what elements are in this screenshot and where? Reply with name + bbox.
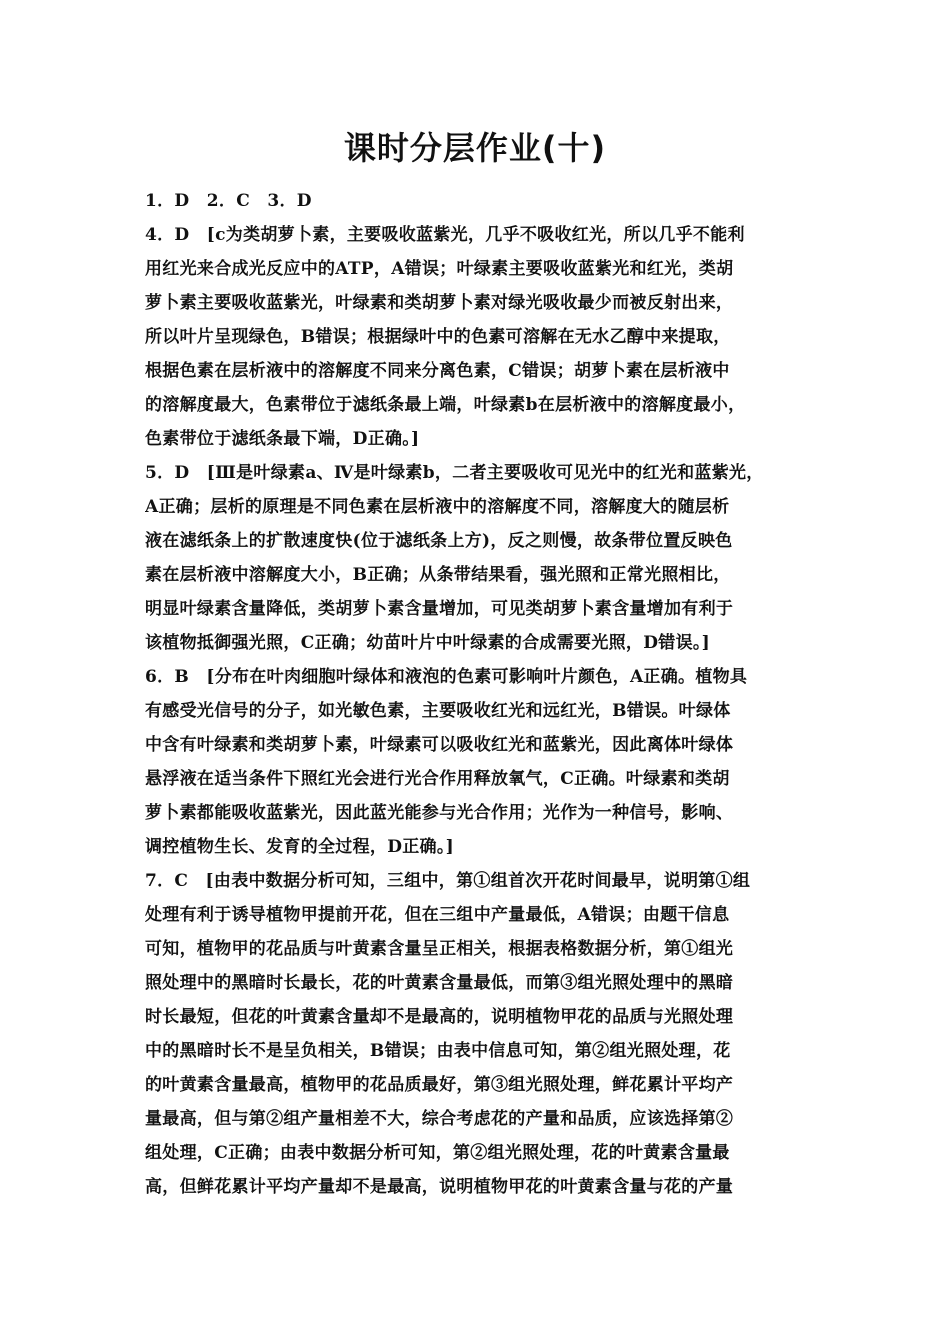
text-line: 5．D [Ⅲ是叶绿素a、Ⅳ是叶绿素b，二者主要吸收可见光中的红光和蓝紫光， bbox=[145, 463, 764, 483]
text-line: 时长最短，但花的叶黄素含量却不是最高的，说明植物甲花的品质与光照处理 bbox=[145, 1007, 734, 1027]
text-line: 照处理中的黑暗时长最长，花的叶黄素含量最低，而第③组光照处理中的黑暗 bbox=[145, 973, 734, 993]
text-line: 根据色素在层析液中的溶解度不同来分离色素，C错误；胡萝卜素在层析液中 bbox=[145, 361, 730, 381]
text-line: 萝卜素主要吸收蓝紫光，叶绿素和类胡萝卜素对绿光吸收最少而被反射出来， bbox=[145, 293, 734, 313]
text-line: 7．C [由表中数据分析可知，三组中，第①组首次开花时间最早，说明第①组 bbox=[145, 871, 751, 891]
text-line: 量最高，但与第②组产量相差不大，综合考虑花的产量和品质，应该选择第② bbox=[145, 1109, 734, 1129]
text-line: 明显叶绿素含量降低，类胡萝卜素含量增加，可见类胡萝卜素含量增加有利于 bbox=[145, 599, 734, 619]
text-line: 的溶解度最大，色素带位于滤纸条最上端，叶绿素b在层析液中的溶解度最小， bbox=[145, 395, 746, 415]
text-line: 中含有叶绿素和类胡萝卜素，叶绿素可以吸收红光和蓝紫光，因此离体叶绿体 bbox=[145, 735, 734, 755]
page-title: 课时分层作业(十) bbox=[343, 129, 607, 167]
text-line: 悬浮液在适当条件下照红光会进行光合作用释放氧气，C正确。叶绿素和类胡 bbox=[145, 769, 730, 789]
text-line: 的叶黄素含量最高，植物甲的花品质最好，第③组光照处理，鲜花累计平均产 bbox=[145, 1075, 734, 1095]
text-line: 有感受光信号的分子，如光敏色素，主要吸收红光和远红光，B错误。叶绿体 bbox=[145, 701, 731, 721]
text-line: 可知，植物甲的花品质与叶黄素含量呈正相关，根据表格数据分析，第①组光 bbox=[145, 939, 734, 959]
text-line: 处理有利于诱导植物甲提前开花，但在三组中产量最低，A错误；由题干信息 bbox=[145, 905, 730, 925]
text-line: 调控植物生长、发育的全过程，D正确。] bbox=[145, 837, 454, 857]
text-line: 素在层析液中溶解度大小，B正确；从条带结果看，强光照和正常光照相比， bbox=[145, 565, 731, 585]
text-line: 1．D 2．C 3．D bbox=[145, 191, 312, 211]
text-line: 组处理，C正确；由表中数据分析可知，第②组光照处理，花的叶黄素含量最 bbox=[145, 1143, 730, 1163]
text-line: 液在滤纸条上的扩散速度快(位于滤纸条上方)，反之则慢，故条带位置反映色 bbox=[145, 531, 733, 551]
text-line: 中的黑暗时长不是呈负相关，B错误；由表中信息可知，第②组光照处理，花 bbox=[145, 1041, 731, 1061]
text-line: 色素带位于滤纸条最下端，D正确。] bbox=[145, 429, 420, 449]
text-line: 该植物抵御强光照，C正确；幼苗叶片中叶绿素的合成需要光照，D错误。] bbox=[145, 633, 711, 653]
text-line: 6．B [分布在叶肉细胞叶绿体和液泡的色素可影响叶片颜色，A正确。植物具 bbox=[145, 667, 748, 687]
answer-body bbox=[145, 184, 817, 1204]
text-line: 4．D [c为类胡萝卜素，主要吸收蓝紫光，几乎不吸收红光，所以几乎不能利 bbox=[145, 225, 745, 245]
text-line: 所以叶片呈现绿色，B错误；根据绿叶中的色素可溶解在无水乙醇中来提取， bbox=[145, 327, 731, 347]
text-line: 用红光来合成光反应中的ATP，A错误；叶绿素主要吸收蓝紫光和红光，类胡 bbox=[145, 259, 734, 279]
text-line: 高，但鲜花累计平均产量却不是最高，说明植物甲花的叶黄素含量与花的产量 bbox=[145, 1177, 734, 1197]
text-line: A正确；层析的原理是不同色素在层析液中的溶解度不同，溶解度大的随层析 bbox=[145, 497, 730, 517]
text-line: 萝卜素都能吸收蓝紫光，因此蓝光能参与光合作用；光作为一种信号，影响、 bbox=[145, 803, 734, 823]
